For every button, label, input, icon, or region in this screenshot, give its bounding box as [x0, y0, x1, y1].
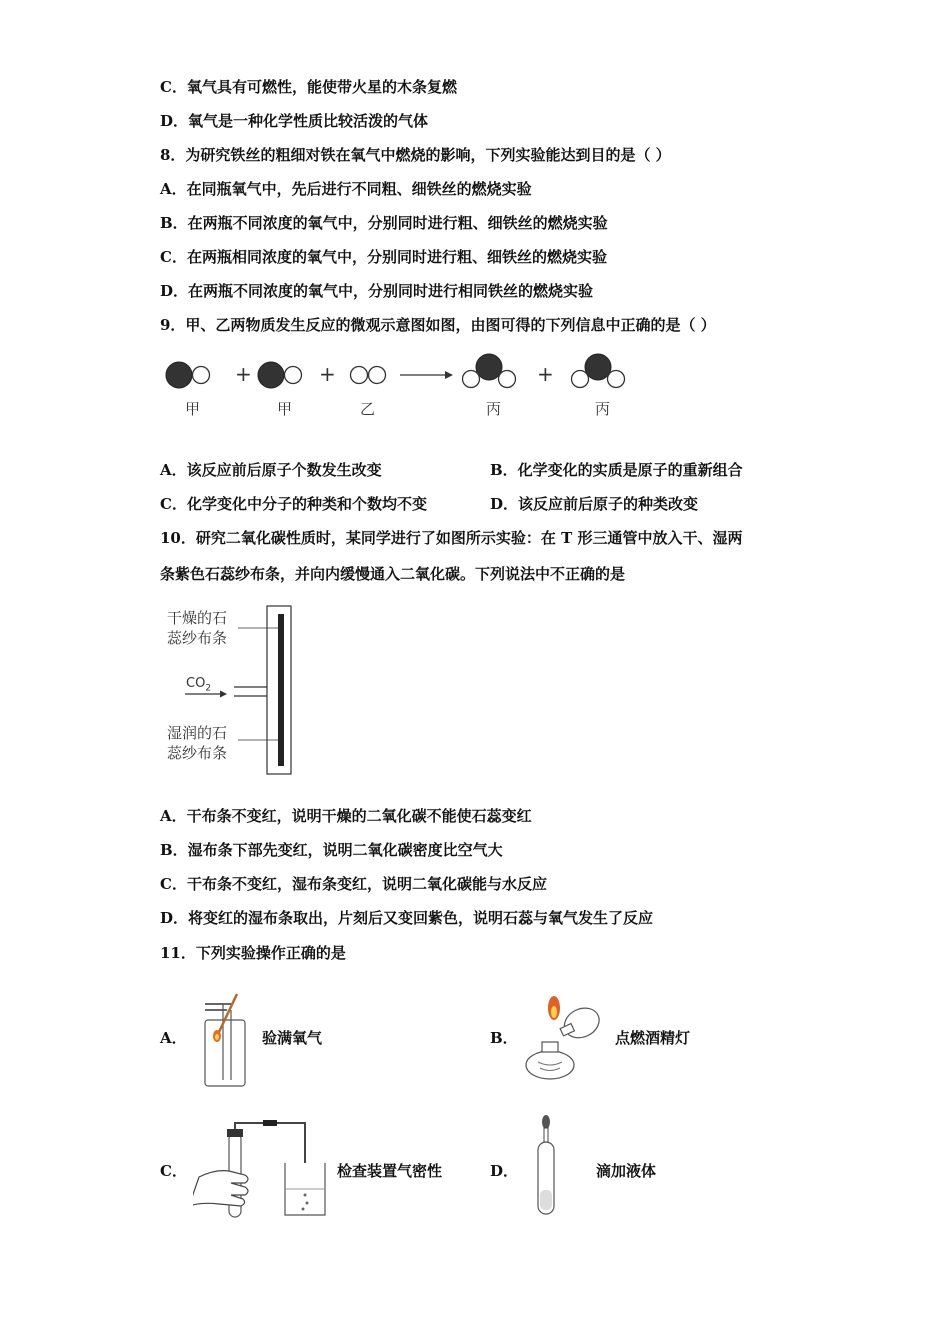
dropper-figure: [530, 1112, 570, 1217]
q9-option-b: B．化学变化的实质是原子的重新组合: [490, 461, 743, 479]
q8-option-d: D．在两瓶不同浓度的氧气中，分别同时进行相同铁丝的燃烧实验: [160, 282, 594, 300]
q8-option-a: A．在同瓶氧气中，先后进行不同粗、细铁丝的燃烧实验: [160, 180, 532, 198]
q9-option-a: A．该反应前后原子个数发生改变: [160, 461, 382, 479]
q11-option-d-text: 滴加液体: [596, 1162, 657, 1180]
molecule-yi: [351, 367, 386, 384]
label-dry-strip-2: 蕊纱布条: [167, 629, 228, 647]
plus-sign-2: +: [319, 362, 336, 386]
label-wet-strip-2: 蕊纱布条: [167, 744, 228, 762]
q8-stem: 8．为研究铁丝的粗细对铁在氧气中燃烧的影响，下列实验能达到目的是（ ）: [160, 146, 671, 164]
q10-stem-line2: 条紫色石蕊纱布条，并向内缓慢通入二氧化碳。下列说法中不正确的是: [160, 565, 626, 583]
reaction-arrow: [400, 371, 453, 379]
airtightness-check-figure: [193, 1115, 333, 1220]
q9-option-d: D．该反应前后原子的种类改变: [490, 495, 699, 513]
molecule-bing-1: [463, 354, 516, 388]
q10-option-a: A．干布条不变红，说明干燥的二氧化碳不能使石蕊变红: [160, 807, 532, 825]
molecule-jia-1: [166, 362, 210, 388]
label-jia-2: 甲: [277, 400, 293, 418]
label-bing-1: 丙: [486, 400, 502, 418]
q11-stem: 11．下列实验操作正确的是: [160, 944, 346, 962]
label-dry-strip-1: 干燥的石: [167, 609, 228, 627]
q9-option-c: C．化学变化中分子的种类和个数均不变: [160, 495, 427, 513]
label-yi: 乙: [360, 400, 376, 418]
q8-option-b: B．在两瓶不同浓度的氧气中，分别同时进行粗、细铁丝的燃烧实验: [160, 214, 608, 232]
q10-option-b: B．湿布条下部先变红，说明二氧化碳密度比空气大: [160, 841, 503, 859]
label-wet-strip-1: 湿润的石: [167, 724, 228, 742]
molecule-jia-2: [258, 362, 302, 388]
q9-stem: 9．甲、乙两物质发生反应的微观示意图如图，由图可得的下列信息中正确的是（ ）: [160, 316, 716, 334]
alcohol-lamp-figure: [520, 990, 610, 1085]
q11-option-a-letter: A．: [160, 1029, 187, 1047]
q7-option-c: C．氧气具有可燃性，能使带火星的木条复燃: [160, 78, 457, 96]
q11-option-c-text: 检查装置气密性: [337, 1162, 443, 1180]
q7-option-d: D．氧气是一种化学性质比较活泼的气体: [160, 112, 429, 130]
molecule-bing-2: [572, 354, 625, 388]
reaction-diagram: [155, 345, 635, 425]
q10-option-c: C．干布条不变红，湿布条变红，说明二氧化碳能与水反应: [160, 875, 547, 893]
q8-option-c: C．在两瓶相同浓度的氧气中，分别同时进行粗、细铁丝的燃烧实验: [160, 248, 607, 266]
label-co2: $CO_2$: [186, 676, 212, 694]
oxygen-test-figure: [193, 990, 253, 1090]
q11-option-b-text: 点燃酒精灯: [615, 1029, 691, 1047]
label-jia-1: 甲: [185, 400, 201, 418]
plus-sign-3: +: [537, 362, 554, 386]
label-bing-2: 丙: [595, 400, 611, 418]
q10-stem-line1: 10．研究二氧化碳性质时，某同学进行了如图所示实验：在 T 形三通管中放入干、湿两: [160, 529, 743, 547]
plus-sign-1: +: [235, 362, 252, 386]
q11-option-d-letter: D．: [490, 1162, 519, 1180]
q11-option-a-text: 验满氧气: [262, 1029, 323, 1047]
q10-option-d: D．将变红的湿布条取出，片刻后又变回紫色，说明石蕊与氧气发生了反应: [160, 909, 654, 927]
q11-option-c-letter: C．: [160, 1162, 187, 1180]
q11-option-b-letter: B．: [490, 1029, 518, 1047]
